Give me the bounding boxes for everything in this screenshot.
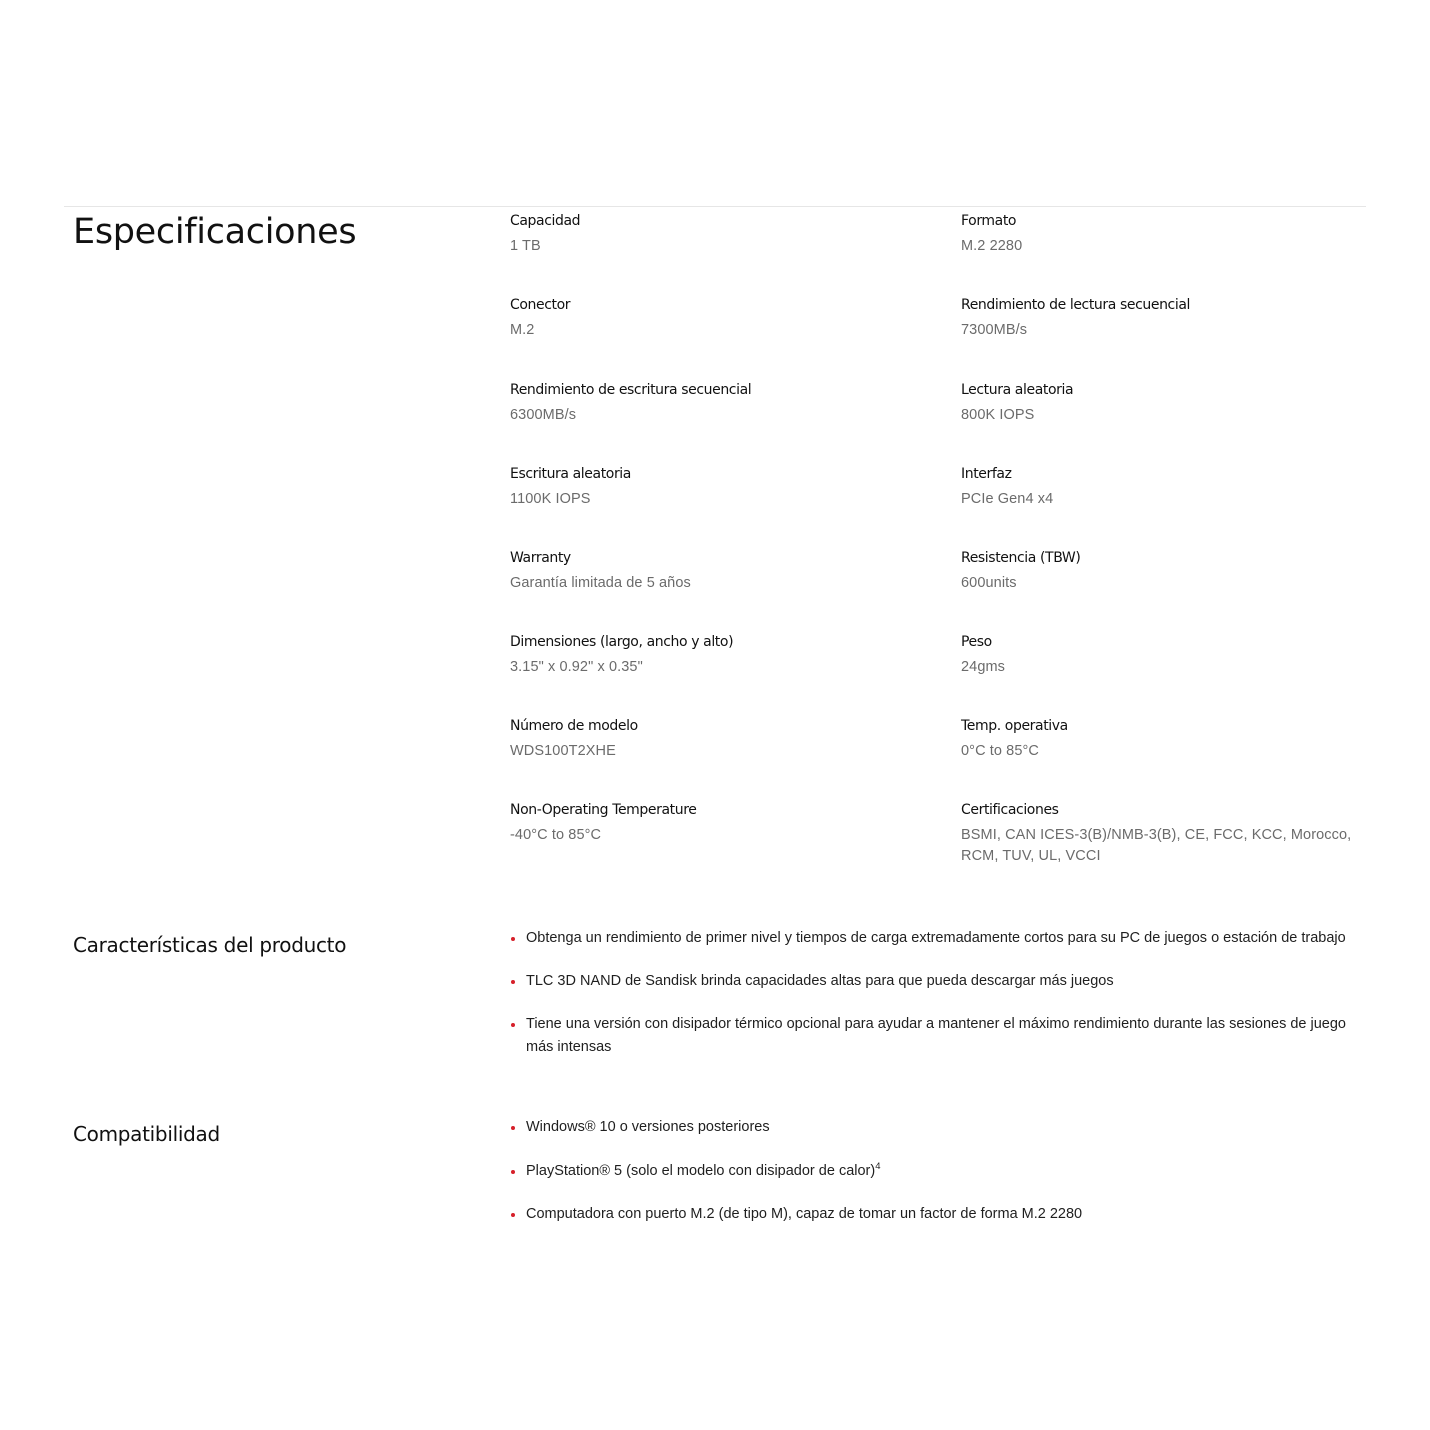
- spec-value: PCIe Gen4 x4: [961, 491, 1054, 507]
- spec-value: WDS100T2XHE: [510, 743, 616, 759]
- spec-value: M.2: [510, 322, 535, 338]
- spec-sequential-write: [510, 380, 930, 426]
- list-item-text: TLC 3D NAND de Sandisk brinda capacidades altas para que pueda descargar más juegos: [526, 972, 1114, 989]
- list-item-text: PlayStation® 5 (solo el modelo con disipador de calor): [526, 1162, 876, 1179]
- spec-label: Interfaz: [961, 466, 1012, 482]
- spec-random-read: [961, 380, 1381, 426]
- list-item: [510, 970, 1366, 993]
- spec-endurance: [961, 548, 1381, 594]
- spec-label: Non-Operating Temperature: [510, 802, 697, 818]
- spec-label: Certificaciones: [961, 802, 1059, 818]
- spec-value: 600units: [961, 575, 1017, 591]
- spec-weight: [961, 632, 1381, 678]
- bullet-dot-icon: [511, 1126, 515, 1130]
- spec-operating-temp: [961, 716, 1381, 762]
- list-item: [510, 1116, 1366, 1139]
- spec-random-write: [510, 464, 930, 510]
- list-item-text: Tiene una versión con disipador térmico opcional para ayudar a mantener el máximo rendimiento durante las sesiones de juego más intensas: [526, 1016, 1346, 1055]
- spec-value: 24gms: [961, 659, 1006, 675]
- spec-label: Lectura aleatoria: [961, 382, 1074, 398]
- spec-model-number: [510, 716, 930, 762]
- spec-label: Resistencia (TBW): [961, 550, 1081, 566]
- bullet-dot-icon: [511, 1213, 515, 1217]
- spec-label: Peso: [961, 634, 992, 650]
- spec-label: Número de modelo: [510, 718, 638, 734]
- compatibility-title: Compatibilidad: [73, 1122, 220, 1146]
- spec-capacity: [510, 211, 930, 257]
- list-item: [510, 1013, 1366, 1058]
- spec-form-factor: [961, 211, 1381, 257]
- features-title: Características del producto: [73, 933, 347, 957]
- specifications-title: Especificaciones: [73, 212, 357, 252]
- footnote-marker[interactable]: 4: [875, 1160, 881, 1172]
- spec-certifications: [961, 800, 1361, 867]
- bullet-dot-icon: [511, 1023, 515, 1027]
- bullet-dot-icon: [511, 980, 515, 984]
- spec-dimensions: [510, 632, 930, 678]
- spec-label: Escritura aleatoria: [510, 466, 631, 482]
- list-item-text: Obtenga un rendimiento de primer nivel y tiempos de carga extremadamente cortos para su PC de juegos o estación de trabajo: [526, 930, 1346, 946]
- spec-label: Conector: [510, 297, 571, 313]
- spec-value: -40°C to 85°C: [510, 827, 602, 843]
- spec-value: 1100K IOPS: [510, 491, 591, 507]
- spec-label: Capacidad: [510, 213, 581, 229]
- spec-value: M.2 2280: [961, 238, 1023, 254]
- spec-label: Dimensiones (largo, ancho y alto): [510, 634, 734, 650]
- list-item-text: Computadora con puerto M.2 (de tipo M), capaz de tomar un factor de forma M.2 2280: [526, 1206, 1083, 1222]
- bullet-dot-icon: [511, 1170, 515, 1174]
- spec-warranty: [510, 548, 930, 594]
- spec-value: 6300MB/s: [510, 407, 577, 423]
- spec-value: 1 TB: [510, 238, 541, 254]
- spec-value: 0°C to 85°C: [961, 743, 1039, 759]
- spec-interface: [961, 464, 1381, 510]
- spec-value: 800K IOPS: [961, 407, 1035, 423]
- spec-connector: [510, 295, 930, 341]
- spec-value: BSMI, CAN ICES-3(B)/NMB-3(B), CE, FCC, KCC, Morocco, RCM, TUV, UL, VCCI: [961, 827, 1352, 864]
- spec-label: Temp. operativa: [961, 718, 1068, 734]
- spec-value: 7300MB/s: [961, 322, 1028, 338]
- spec-value: 3.15" x 0.92" x 0.35": [510, 659, 643, 675]
- spec-label: Rendimiento de lectura secuencial: [961, 297, 1190, 313]
- spec-value: Garantía limitada de 5 años: [510, 575, 691, 591]
- list-item: [510, 1160, 1366, 1183]
- list-item: [510, 1203, 1366, 1226]
- section-divider: [64, 206, 1366, 207]
- list-item-text: Windows® 10 o versiones posteriores: [526, 1119, 770, 1135]
- spec-label: Rendimiento de escritura secuencial: [510, 382, 752, 398]
- spec-sequential-read: [961, 295, 1381, 341]
- bullet-dot-icon: [511, 937, 515, 941]
- spec-label: Warranty: [510, 550, 571, 566]
- list-item: [510, 927, 1366, 950]
- compatibility-list: [510, 1116, 1366, 1226]
- features-list: [510, 927, 1366, 1058]
- spec-label: Formato: [961, 213, 1017, 229]
- spec-non-operating-temp: [510, 800, 930, 846]
